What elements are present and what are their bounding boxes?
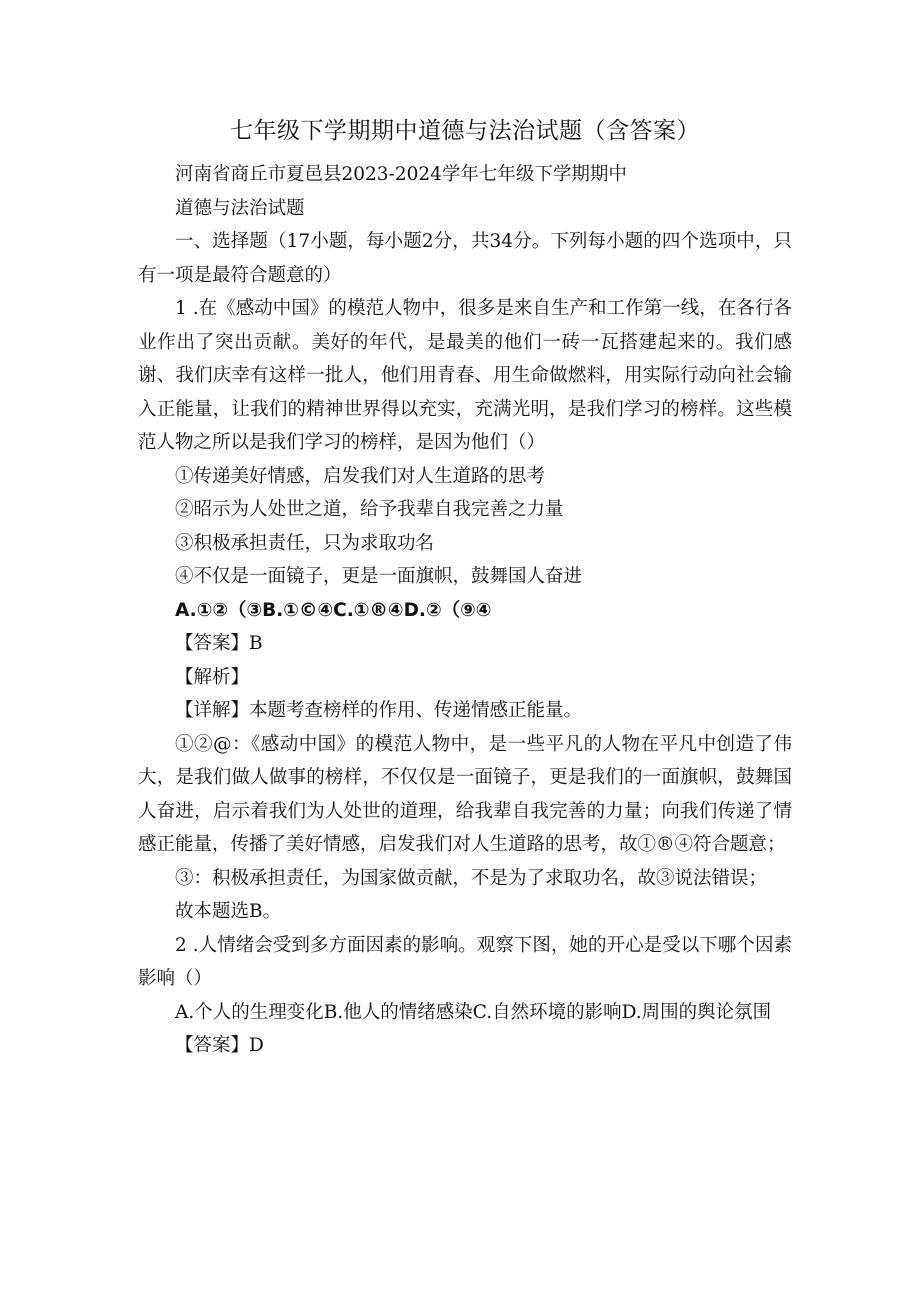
question-1-explanation-2: ③：积极承担责任，为国家做贡献，不是为了求取功名，故③说法错误； — [175, 867, 768, 889]
question-1-conclusion: 故本题选B。 — [175, 901, 282, 922]
question-1-choices: A.①②（③B.①©④C.①®④D.②（⑨④ — [175, 599, 492, 621]
question-1-option-4: ④不仅是一面镜子，更是一面旗帜，鼓舞国人奋进 — [175, 566, 583, 587]
question-1-option-2: ②昭示为人处世之道，给予我辈自我完善之力量 — [175, 499, 564, 520]
question-2-stem: 2 .人情绪会受到多方面因素的影响。观察下图，她的开心是受以下哪个因素影响（） — [138, 934, 792, 989]
question-1-detail: 【详解】本题考查榜样的作用、传递情感正能量。 — [175, 700, 583, 721]
question-1-option-1: ①传递美好情感，启发我们对人生道路的思考 — [175, 465, 546, 487]
exam-source: 河南省商丘市夏邑县2023-2024学年七年级下学期期中 — [175, 164, 627, 185]
question-2-answer: 【答案】D — [175, 1035, 264, 1056]
question-1-explanation-1: ①②@：《感动中国》的模范人物中，是一些平凡的人物在平凡中创造了伟大，是我们做人做事的榜样，不仅仅是一面镜子，更是我们的一面旗帜，鼓舞国人奋进，启示着我们为人处世的道理，给我辈自我完善的力量；向我们传递了情感正能量，传播了美好情感，启发我们对人生道路的思考，故①®④符合题意； — [138, 733, 792, 855]
question-1-answer: 【答案】B — [175, 633, 263, 654]
question-1-option-3: ③积极承担责任，只为求取功名 — [175, 532, 435, 554]
question-1-analysis-label: 【解析】 — [175, 666, 250, 688]
question-2-choices: A.个人的生理变化B.他人的情绪感染C.自然环境的影响D.周围的舆论氛围 — [175, 1001, 772, 1023]
document-page — [138, 114, 792, 1063]
document-title: 七年级下学期期中道德与法治试题（含答案） — [230, 118, 700, 144]
exam-subject: 道德与法治试题 — [175, 197, 305, 219]
section-heading: 一、选择题（17小题，每小题2分，共34分。下列每小题的四个选项中，只有一项是最符合题意的） — [138, 231, 792, 286]
question-1-stem: 1 .在《感动中国》的模范人物中，很多是来自生产和工作第一线，在各行各业作出了突出贡献。美好的年代，是最美的他们一砖一瓦搭建起来的。我们感谢、我们庆幸有这样一批人，他们用青春、用生命做燃料，用实际行动向社会输入正能量，让我们的精神世界得以充实，充满光明，是我们学习的榜样。这些模范人物之所以是我们学习的榜样，是因为他们（） — [138, 298, 792, 453]
